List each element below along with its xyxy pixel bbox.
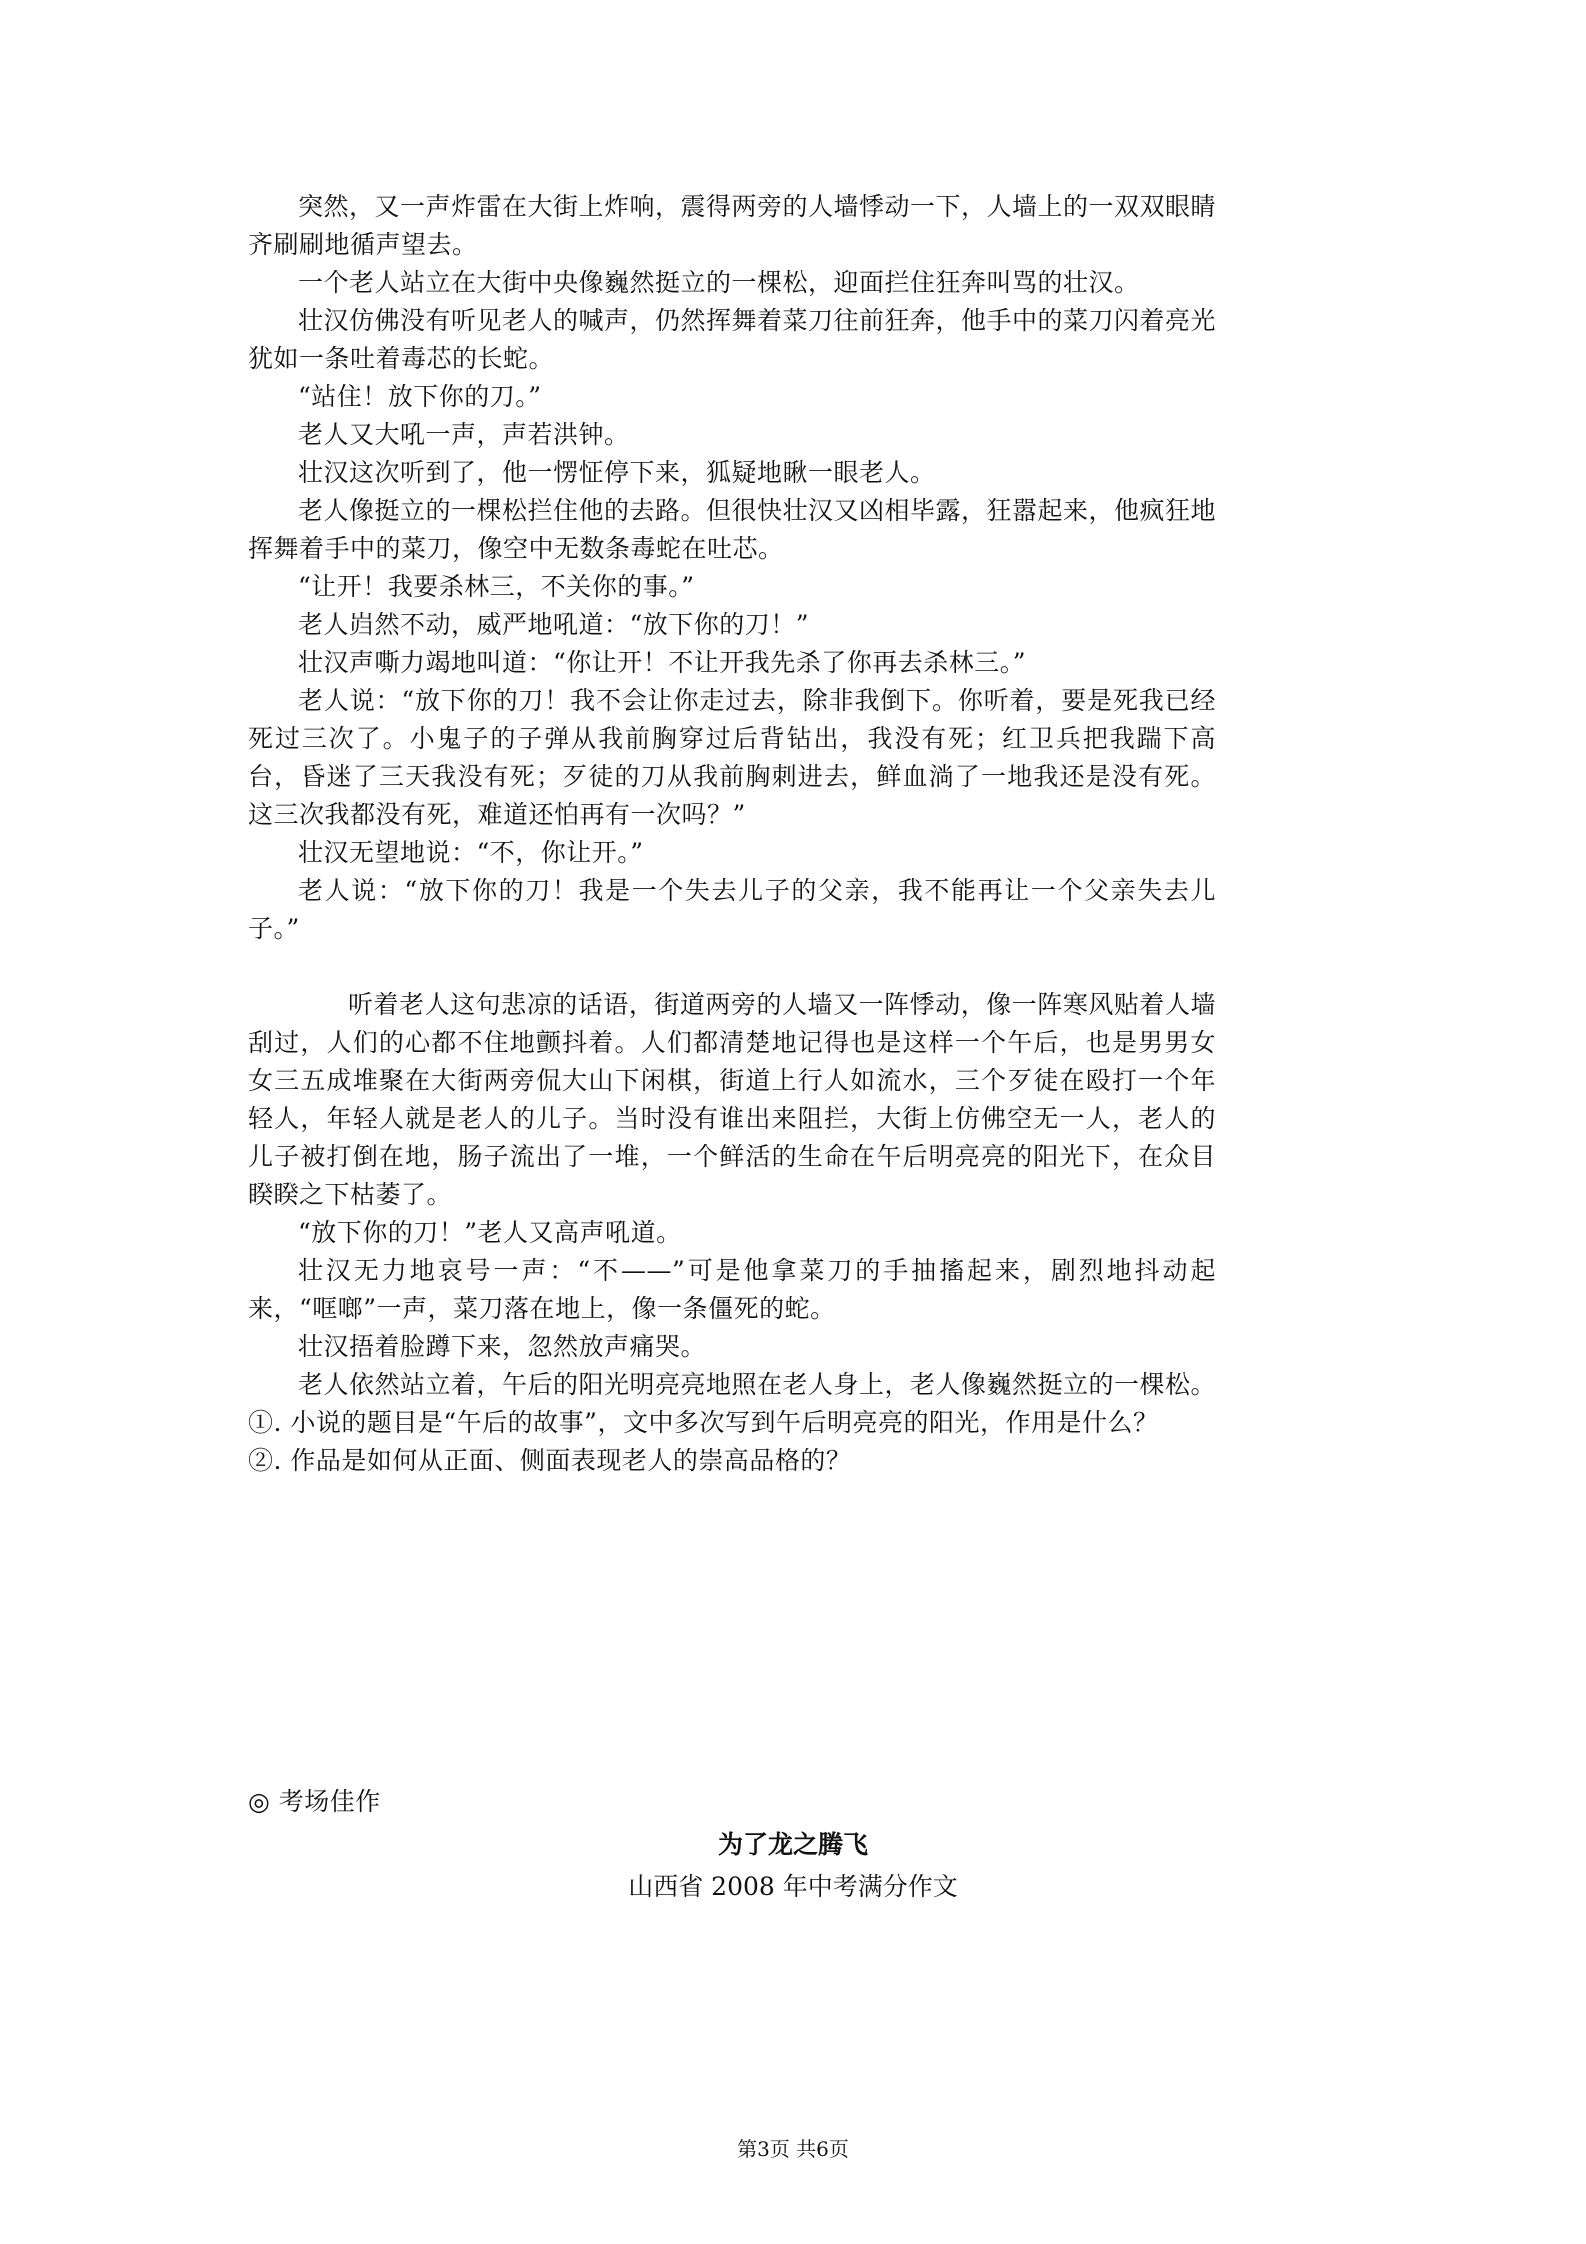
paragraph-1: 突然，又一声炸雷在大街上炸响，震得两旁的人墙悸动一下，人墙上的一双双眼睛齐刷刷地循声望去。 (248, 192, 1217, 259)
story-body (248, 188, 1216, 1480)
paragraph-8: “让开！我要杀林三，不关你的事。” (298, 572, 695, 601)
paragraph-17: 壮汉捂着脸蹲下来，忽然放声痛哭。 (298, 1332, 707, 1361)
paragraph-16: 壮汉无力地哀号一声：“不——”可是他拿菜刀的手抽搐起来，剧烈地抖动起来，“哐啷”一声，菜刀落在地上，像一条僵死的蛇。 (248, 1256, 1216, 1323)
paragraph-15: “放下你的刀！”老人又高声吼道。 (298, 1218, 682, 1247)
paragraph-2: 一个老人站立在大街中央像巍然挺立的一棵松，迎面拦住狂奔叫骂的壮汉。 (298, 268, 1140, 297)
paragraph-5: 老人又大吼一声，声若洪钟。 (298, 420, 630, 449)
paragraph-6: 壮汉这次听到了，他一愣怔停下来，狐疑地瞅一眼老人。 (298, 458, 936, 487)
paragraph-4: “站住！放下你的刀。” (298, 382, 542, 411)
essay-title: 为了龙之腾飞 (717, 1830, 868, 1859)
paragraph-11: 老人说：“放下你的刀！我不会让你走过去，除非我倒下。你听着，要是死我已经死过三次了。小鬼子的子弹从我前胸穿过后背钻出，我没有死；红卫兵把我踹下高台，昏迷了三天我没有死；歹徒的刀从我前胸刺进去，鲜血淌了一地我还是没有死。这三次我都没有死，难道还怕再有一次吗？” (248, 686, 1216, 829)
question-2: ②. 作品是如何从正面、侧面表现老人的崇高品格的？ (248, 1446, 852, 1475)
paragraph-18: 老人依然站立着，午后的阳光明亮亮地照在老人身上，老人像巍然挺立的一棵松。 (298, 1370, 1217, 1399)
paragraph-9: 老人岿然不动，威严地吼道：“放下你的刀！” (298, 610, 810, 639)
paragraph-12: 壮汉无望地说：“不，你让开。” (298, 838, 644, 867)
question-1: ①. 小说的题目是“午后的故事”，文中多次写到午后明亮亮的阳光，作用是什么？ (248, 1408, 1159, 1437)
paragraph-14: 听着老人这句悲凉的话语，街道两旁的人墙又一阵悸动，像一阵寒风贴着人墙刮过，人们的心都不住地颤抖着。人们都清楚地记得也是这样一个午后，也是男男女女三五成堆聚在大街两旁侃大山下闲棋，街道上行人如流水，三个歹徒在殴打一个年轻人，年轻人就是老人的儿子。当时没有谁出来阻拦，大街上仿佛空无一人，老人的儿子被打倒在地，肠子流出了一堆，一个鲜活的生命在午后明亮亮的阳光下，在众目睽睽之下枯萎了。 (248, 990, 1216, 1209)
paragraph-10: 壮汉声嘶力竭地叫道：“你让开！不让开我先杀了你再去杀林三。” (298, 648, 1027, 677)
paragraph-7: 老人像挺立的一棵松拦住他的去路。但很快壮汉又凶相毕露，狂嚣起来，他疯狂地挥舞着手中的菜刀，像空中无数条毒蛇在吐芯。 (248, 496, 1217, 563)
section-label: ◎ 考场佳作 (248, 1787, 381, 1816)
essay-subtitle: 山西省 2008 年中考满分作文 (628, 1872, 958, 1901)
paragraph-13: 老人说：“放下你的刀！我是一个失去儿子的父亲，我不能再让一个父亲失去儿子。” (248, 876, 1216, 943)
paragraph-3: 壮汉仿佛没有听见老人的喊声，仍然挥舞着菜刀往前狂奔，他手中的菜刀闪着亮光犹如一条吐着毒芯的长蛇。 (248, 306, 1217, 373)
page-footer: 第3页 共6页 (737, 2137, 849, 2161)
